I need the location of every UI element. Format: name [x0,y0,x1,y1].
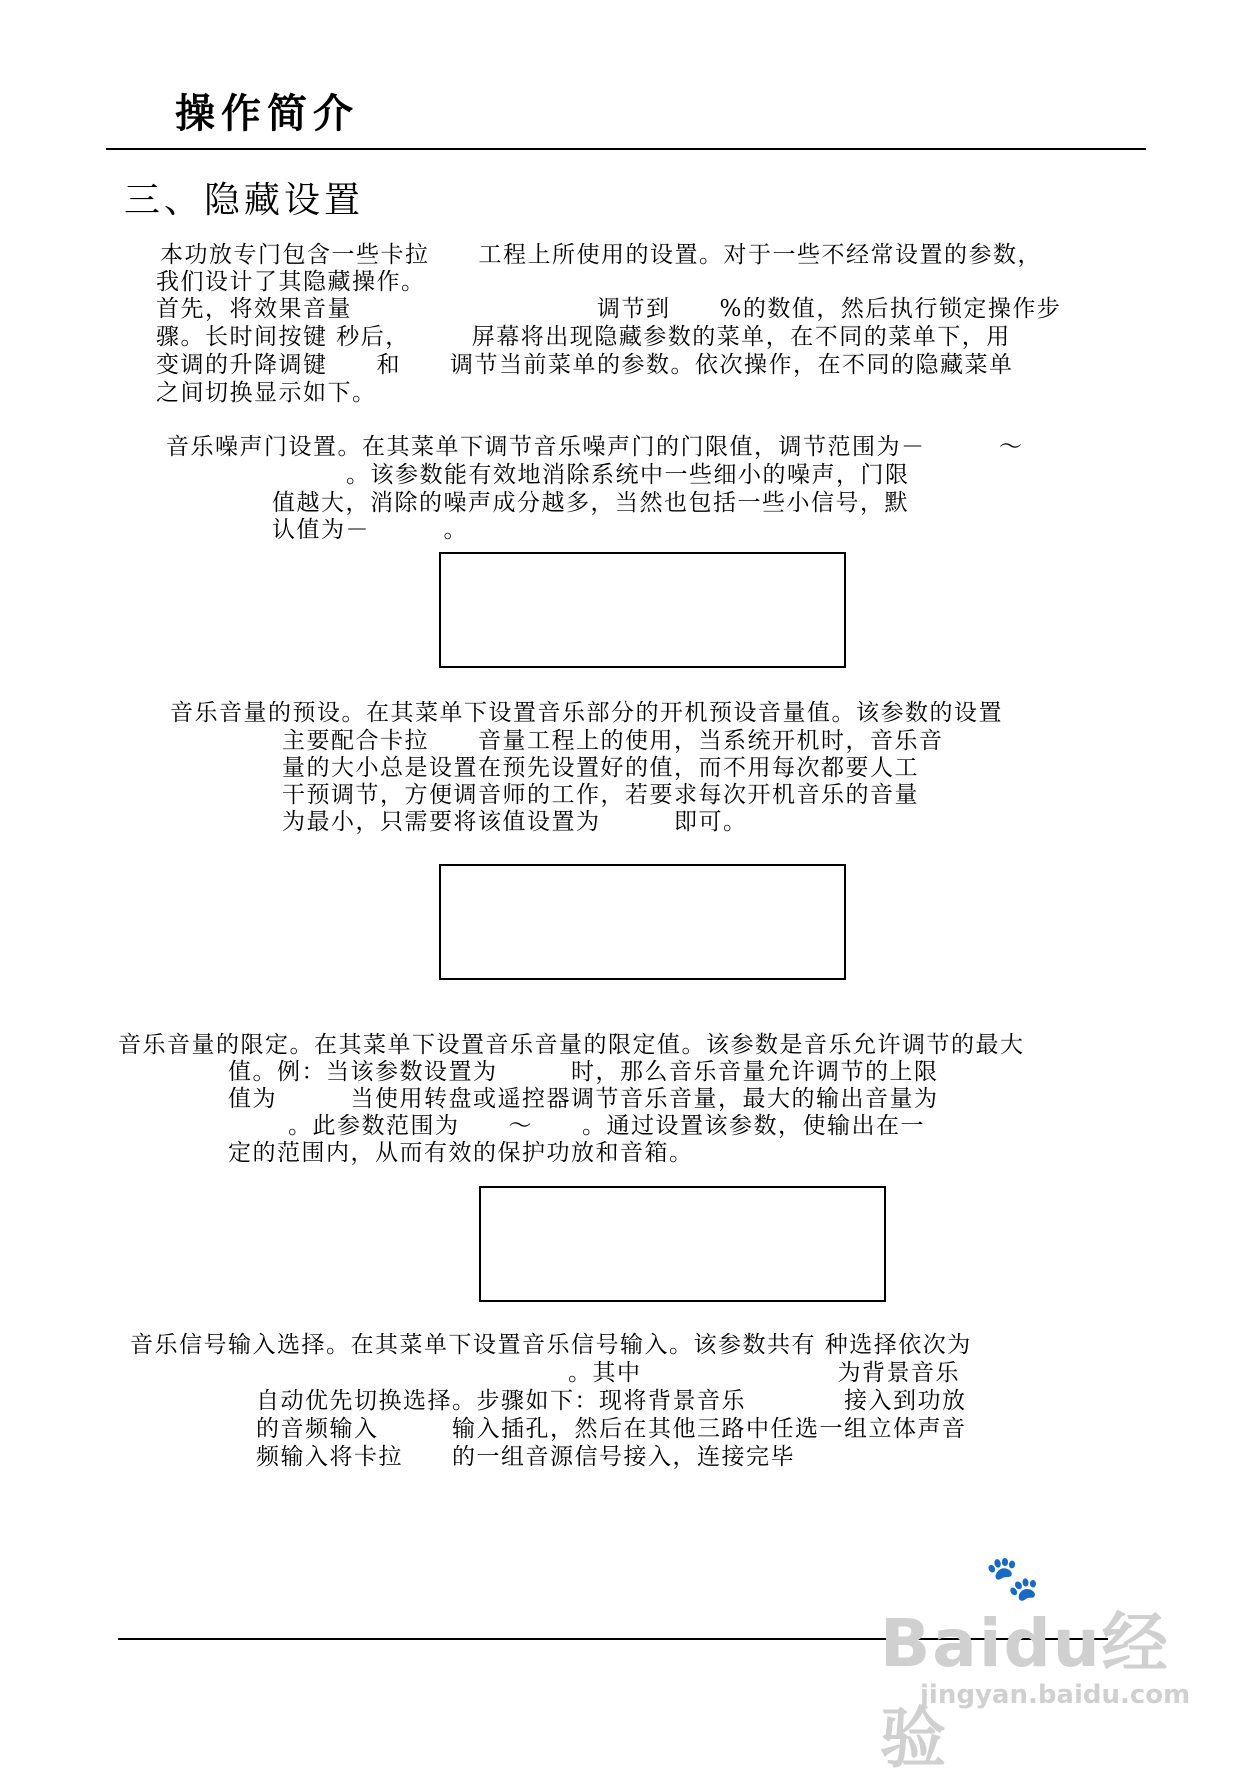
input-select-line-1: 音乐信号输入选择。在其菜单下设置音乐信号输入。该参数共有 种选择依次为 [130,1332,972,1358]
input-select-line-5: 频输入将卡拉 的一组音源信号接入，连接完毕 [256,1444,795,1470]
header-divider [106,148,1146,150]
intro-line-1: 本功放专门包含一些卡拉 工程上所使用的设置。对于一些不经常设置的参数， [160,242,1042,268]
section-title: 三、隐藏设置 [124,180,365,221]
intro-line-2: 我们设计了其隐藏操作。 [156,269,426,295]
lcd-display-box-volume-limit [479,1186,886,1302]
preset-volume-line-4: 干预调节，方便调音师的工作，若要求每次开机音乐的音量 [282,782,919,808]
preset-volume-line-5: 为最小，只需要将该值设置为 即可。 [282,809,748,835]
input-select-line-3: 自动优先切换选择。步骤如下：现将背景音乐 接入到功放 [256,1388,967,1414]
preset-volume-line-1: 音乐音量的预设。在其菜单下设置音乐部分的开机预设音量值。该参数的设置 [170,700,1003,726]
volume-limit-line-2: 值。例：当该参数设置为 时，那么音乐音量允许调节的上限 [228,1059,939,1085]
baidu-jingyan-watermark [880,1553,1210,1777]
watermark-url: jingyan.baidu.com [920,1680,1191,1710]
paw-icon: 🐾 [985,1553,1040,1604]
volume-limit-line-3: 值为 当使用转盘或遥控器调节音乐音量，最大的输出音量为 [228,1086,939,1112]
intro-line-3: 首先，将效果音量 调节到 %的数值，然后执行锁定操作步 [156,296,1062,322]
preset-volume-line-2: 主要配合卡拉 音量工程上的使用，当系统开机时，音乐音 [282,728,944,754]
noise-gate-line-1: 音乐噪声门设置。在其菜单下调节音乐噪声门的门限值，调节范围为－ ～ [166,434,1024,460]
input-select-line-2: 。其中 为背景音乐 [568,1360,960,1386]
preset-volume-line-3: 量的大小总是设置在预先设置好的值，而不用每次都要人工 [282,755,919,781]
intro-line-6: 之间切换显示如下。 [156,380,377,406]
input-select-line-4: 的音频输入 输入插孔，然后在其他三路中任选一组立体声音 [256,1416,967,1442]
volume-limit-line-1: 音乐音量的限定。在其菜单下设置音乐音量的限定值。该参数是音乐允许调节的最大 [118,1032,1025,1058]
page-header-title: 操作简介 [175,91,359,137]
volume-limit-line-5: 定的范围内，从而有效的保护功放和音箱。 [228,1140,694,1166]
volume-limit-line-4: 。此参数范围为 ～ 。通过设置该参数，使输出在一 [288,1113,925,1139]
lcd-display-box-noise-gate [439,552,846,668]
noise-gate-line-4: 认值为－ 。 [272,517,468,543]
noise-gate-line-3: 值越大，消除的噪声成分越多，当然也包括一些小信号，默 [272,490,909,516]
watermark-brand: Baidu经验 [880,1605,1170,1777]
intro-line-4: 骤。长时间按键 秒后， 屏幕将出现隐藏参数的菜单，在不同的菜单下，用 [156,324,1011,350]
noise-gate-line-2: 。该参数能有效地消除系统中一些细小的噪声，门限 [346,462,910,488]
intro-line-5: 变调的升降调键 和 调节当前菜单的参数。依次操作，在不同的隐藏菜单 [156,352,1014,378]
lcd-display-box-preset-volume [439,864,846,980]
